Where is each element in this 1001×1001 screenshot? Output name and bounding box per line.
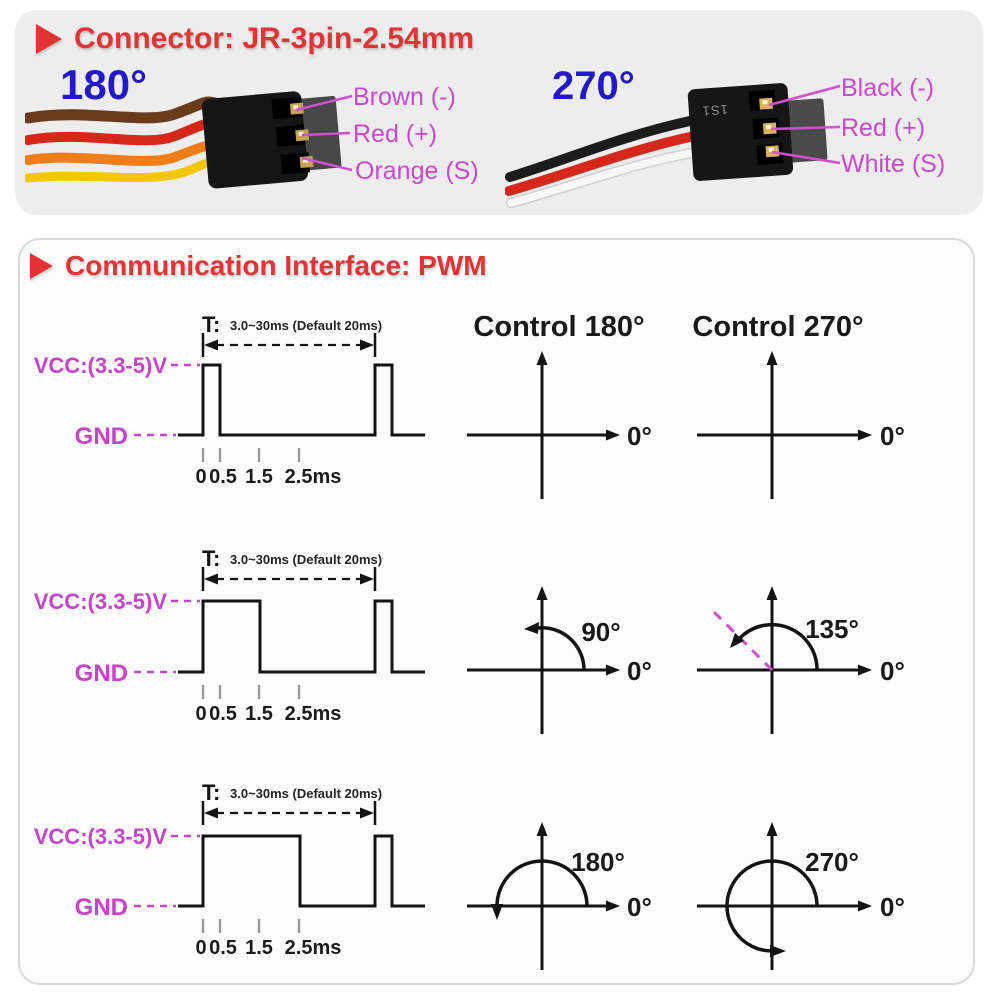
pin-highlight-1-270	[762, 100, 767, 104]
dial-zero-label: 0°	[627, 421, 652, 451]
period-text-1: 3.0~30ms (Default 20ms)	[230, 318, 383, 333]
vcc-label-3: VCC:(3.3-5)V	[33, 824, 167, 849]
dial-haxis-arrowhead	[858, 901, 872, 912]
tick-label-0-r3: 0	[195, 937, 207, 959]
dial-haxis-arrowhead	[606, 430, 620, 441]
pwm-row-2	[34, 546, 905, 734]
servo-270-angle-label: 270°	[552, 64, 635, 108]
dial-270-row2	[697, 586, 905, 734]
period-arrowhead-right-1	[360, 340, 374, 351]
pwm-diagram	[18, 238, 975, 985]
dial-270-row1	[697, 351, 905, 499]
pin-label-orange: Orange (S)	[355, 157, 479, 185]
angle-label-90: 90°	[581, 617, 621, 647]
tick-label-15-r1: 1.5	[245, 466, 273, 488]
dial-zero-label: 0°	[880, 656, 905, 686]
dial-180-row3	[467, 822, 652, 970]
red-wire	[28, 124, 215, 141]
black-wire	[510, 121, 690, 177]
tick-label-25-r3: 2.5ms	[284, 937, 342, 959]
arc-270-arrowhead	[770, 945, 786, 957]
pin-label-red-270: Red (+)	[841, 114, 926, 142]
pwm-waveform-3	[178, 836, 425, 906]
period-arrowhead-right-2	[360, 574, 374, 585]
connector-title-text: Connector: JR-3pin-2.54mm	[74, 22, 475, 55]
dial-haxis-arrowhead	[858, 430, 872, 441]
dial-180-row2	[467, 586, 652, 734]
tick-label-0-r2: 0	[195, 703, 207, 725]
tick-label-0-r1: 0	[195, 466, 207, 488]
dial-vaxis-arrowhead	[537, 822, 548, 836]
dial-vaxis-arrowhead	[537, 351, 548, 365]
pin-label-brown: Brown (-)	[353, 83, 456, 111]
tick-label-15-r2: 1.5	[245, 703, 273, 725]
connector-180-illustration	[25, 70, 360, 210]
control-180-header: Control 180°	[473, 311, 645, 343]
pwm-waveform-1	[178, 365, 425, 435]
period-text-2: 3.0~30ms (Default 20ms)	[230, 552, 383, 567]
pin-label-red-180: Red (+)	[353, 120, 438, 148]
dial-haxis-arrowhead	[858, 665, 872, 676]
dial-vaxis-arrowhead	[767, 822, 778, 836]
gnd-label-2: GND	[74, 660, 128, 687]
dial-vaxis-arrowhead	[767, 586, 778, 600]
pwm-waveform-2	[178, 601, 425, 672]
dial-180-row1	[467, 351, 652, 499]
tick-label-05-r3: 0.5	[209, 937, 237, 959]
tick-label-15-r3: 1.5	[245, 937, 273, 959]
angle-label-270: 270°	[805, 847, 859, 877]
tick-label-25-r2: 2.5ms	[284, 703, 342, 725]
period-prefix-1: T:	[202, 312, 221, 337]
period-prefix-2: T:	[202, 546, 221, 571]
dial-zero-label: 0°	[627, 892, 652, 922]
dial-haxis-arrowhead	[606, 665, 620, 676]
servo-180-angle-label: 180°	[60, 61, 147, 108]
period-arrowhead-left-2	[204, 574, 218, 585]
period-prefix-3: T:	[202, 780, 221, 805]
period-arrowhead-left-1	[204, 340, 218, 351]
pin-label-white: White (S)	[841, 150, 946, 178]
vcc-label-2: VCC:(3.3-5)V	[33, 589, 167, 614]
pin-highlight-2-270	[766, 125, 771, 129]
angle-label-135: 135°	[805, 614, 859, 644]
tick-label-25-r1: 2.5ms	[284, 466, 342, 488]
period-arrowhead-right-3	[360, 808, 374, 819]
brown-wire	[28, 102, 215, 118]
control-270-header: Control 270°	[692, 311, 864, 343]
tick-label-05-r2: 0.5	[209, 703, 237, 725]
period-arrowhead-left-3	[204, 808, 218, 819]
vcc-label-1: VCC:(3.3-5)V	[33, 353, 167, 378]
pin-label-black: Black (-)	[841, 74, 935, 102]
dial-vaxis-arrowhead	[767, 351, 778, 365]
arc-90-arrowhead	[524, 622, 539, 634]
orange-wire	[28, 146, 215, 161]
arc-180-arrowhead	[491, 904, 503, 920]
connector-marking: 1S1	[701, 101, 729, 119]
connector-section-title	[36, 22, 474, 56]
dial-vaxis-arrowhead	[537, 586, 548, 600]
dial-zero-label: 0°	[880, 421, 905, 451]
pwm-title-text: Communication Interface: PWM	[65, 250, 487, 281]
gnd-label-1: GND	[74, 423, 128, 450]
dial-zero-label: 0°	[880, 892, 905, 922]
dial-haxis-arrowhead	[606, 901, 620, 912]
red-triangle-icon	[36, 24, 62, 54]
period-text-3: 3.0~30ms (Default 20ms)	[230, 786, 383, 801]
angle-label-180: 180°	[571, 847, 625, 877]
pwm-row-3	[34, 780, 905, 970]
dial-zero-label: 0°	[627, 656, 652, 686]
arc-90	[538, 628, 584, 670]
dial-270-row3	[697, 822, 905, 970]
gnd-label-3: GND	[74, 894, 128, 921]
tick-label-05-r1: 0.5	[209, 466, 237, 488]
